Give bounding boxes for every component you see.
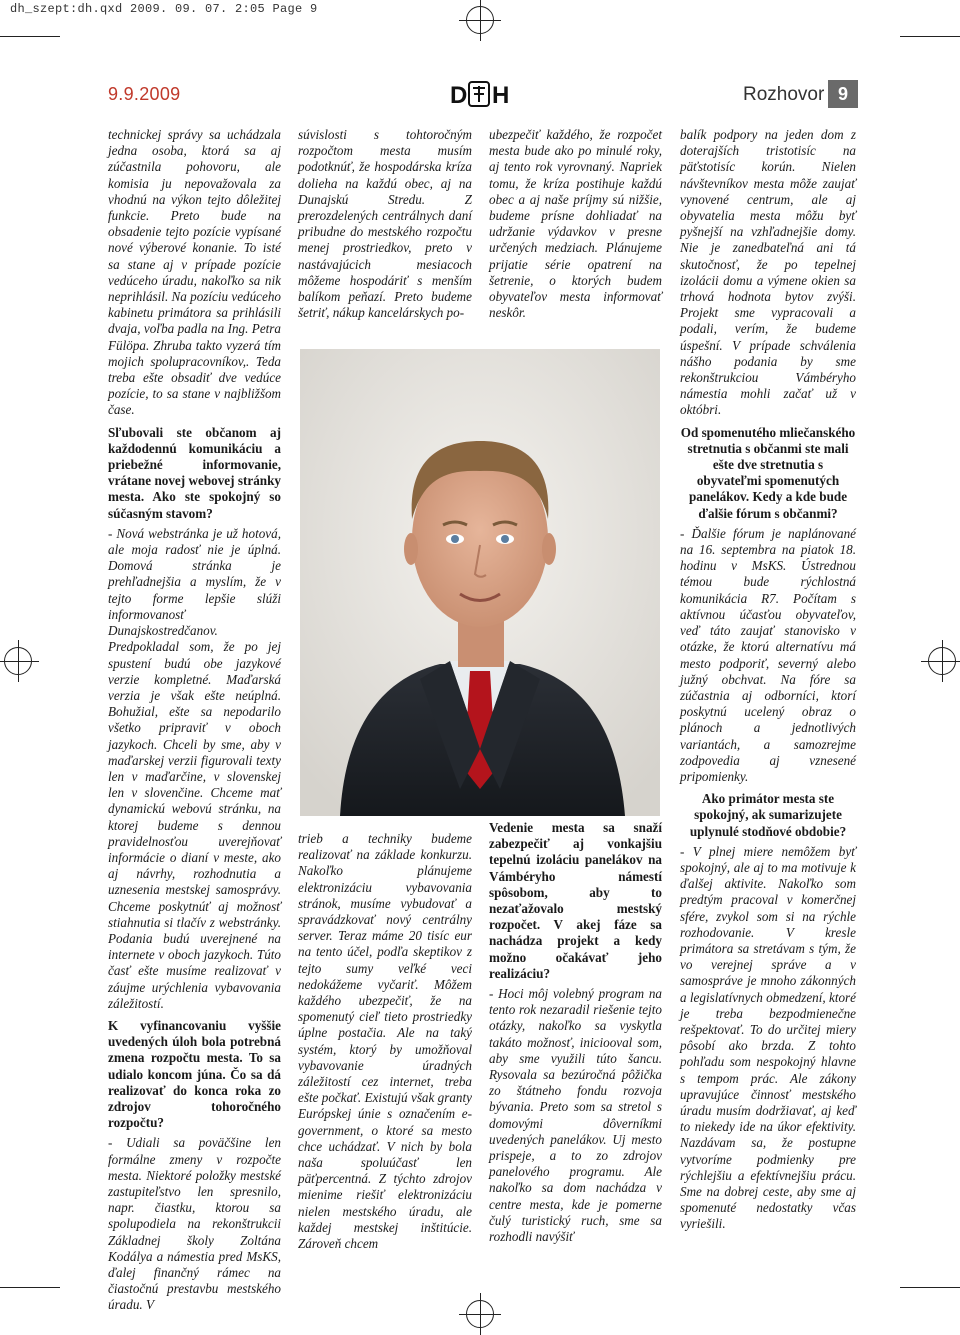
svg-text:D: D <box>450 82 468 108</box>
dh-logo <box>450 80 512 108</box>
registration-mark-icon <box>466 1300 494 1328</box>
registration-mark-icon <box>928 647 956 675</box>
interview-question: K vyfinancovaniu vyššie uvedených úloh bola potrebná zmena rozpočtu mesta. To sa udialo koncom júna. Čo sa dá realizovať do konca roka zo zdrojov tohoročného rozpočtu? <box>108 1017 281 1131</box>
answer-text: balík podpory na jeden dom z doterajších tristotisíc na päťstotisíc korún. Nielen návštevníkov mesta môže zaujať vynovené centrum, ale aj obyvatelia mesta môžu byť pyšnejší na vzhľadnejšie domy. Nie je zanedbateľná ani tá skutočnosť, že po tepelnej izolácii domu a výmene okien sa trhová hodnota bytov zvýši. Projekt sme vypracovali a podali, verím, že budeme úspešní. V prípade schválenia nášho podania by sme rekonštrukciou Vámbéryho námestia mohli začať už v októbri. <box>680 127 856 418</box>
svg-text:H: H <box>492 82 510 108</box>
article-column-3 <box>489 127 662 321</box>
answer-text: - Nová webstránka je už hotová, ale moja radosť nie je úplná. Domová stránka je prehľadnejšia a myslím, že v tejto forme lepšie slúži informovanosť Dunajskostredčanov. Predpokladal som, že po jej spustení budú obe jazykové verzie kompletné. Maďarská verzia je však ešte neúplná. Bohužial, ešte sa nepodarilo všetko pripraviť v oboch jazykoch. Chceli by sme, aby v maďarskej verzii figurovali texty len v maďarčine, v slovenskej len v slovenčine. Chceme mať dynamickú webovú stránku, na ktorej budeme s dennou pravidelnosťou uverejňovať informácie o dianí v meste, ako aj návrhy, rozhodnutia a uznesenia mestskej samosprávy. Chceme poskytnúť aj možnosť stiahnutia si tlačív z webstránky. Podania budú uverejnené na internete v oboch jazykoch. Túto časť ešte musíme realizovať v záujme urýchlenia vybavovania záležitostí. <box>108 525 281 1011</box>
section-title: Rozhovor <box>743 84 825 105</box>
article-column-2-continued <box>298 831 472 1252</box>
crop-mark <box>0 36 60 37</box>
print-slug: dh_szept:dh.qxd 2009. 09. 07. 2:05 Page 9 <box>10 2 318 16</box>
interview-question: Vedenie mesta sa snaží zabezpečiť aj vonkajšiu tepelnú izoláciu panelákov na Vámbéryho námestí spôsobom, aby to nezaťažovalo mestský rozpočet. V akej fáze sa nachádza projekt a kedy možno očakávať jeho realizáciu? <box>489 820 662 981</box>
registration-mark-icon <box>4 647 32 675</box>
answer-text: technickej správy sa uchádzala jedna osoba, ktorá sa aj zúčastnila pohovoru, ale komisia ju nepovažovala za vhodnú na výkon tejto dôležitej funkcie. Preto bude na obsadenie tejto pozície vypísané nové výberové konanie. To isté sa stane aj v prípade pozície vedúceho úradu, nakoľko sa nik neprihlásil. Na pozíciu vedúceho kabinetu primátora sa prihlásili dvaja, voľba padla na Ing. Petra Fülöpa. Zhruba takto vyzerá tím mojich spolupracovníkov,. Teda treba ešte obsadiť dve vedúce pozície, to sa stane v najbližšom čase. <box>108 127 281 418</box>
crop-mark <box>900 36 960 37</box>
interview-question: Od spomenutého mliečanského stretnutia s občanmi ste mali ešte dve stretnutia s obyvateľmi spomenutých panelákov. Kedy a kde bude ďalšie fórum s občanmi? <box>680 424 856 521</box>
article-column-3-continued <box>489 820 662 1245</box>
interview-question: Ako primátor mesta ste spokojný, ak sumarizujete uplynulé stodňové obdobie? <box>689 791 847 839</box>
article-column-4 <box>680 127 856 1233</box>
answer-text: - V plnej miere nemôžem byť spokojný, ale aj to ma motivuje k ďalšej aktivite. Nakoľko som predtým pracoval v komerčnej sfére, zvykol som si na rýchle rozhodovanie. V kresle primátora sa stretávam s tým, že vo verejnej správe a v samospráve je mnoho zákonných a legislatívnych obmedzení, ktoré je treba bezpodmienečne rešpektovať. To do určitej miery pôsobí ako brzda. Z tohto pohľadu som nespokojný hlavne s tempom prác. Ale zákony upravujúce činnosť mestského úradu musím dodržiavať, aj keď to niekedy ide na úkor efektivity. Nazdávam sa, že postupne vytvoríme podmienky pre rýchlejšiu a efektívnejšiu prácu. Sme na dobrej ceste, aby sme aj spomenuté nedostatky včas vyriešili. <box>680 843 856 1232</box>
crop-mark <box>900 1287 960 1288</box>
article-column-2 <box>298 127 472 321</box>
answer-text: ubezpečiť každého, že rozpočet mesta bude ako po minulé roky, aj tento rok vyrovnaný. Napriek tomu, že kríza postihuje každú obec a aj naše príjmy sú nižšie, budeme prísne dohliadať na udržanie výdavkov v presne určených medziach. Plánujeme prijatie série opatrení na šetrenie, o ktorých budem obyvateľov mesta informovať neskôr. <box>489 127 662 321</box>
portrait-photo <box>300 349 660 816</box>
interview-question: Sľubovali ste občanom aj každodennú komunikáciu a priebežné informovanie, vrátane novej webovej stránky mesta. Ako ste spokojný so súčasným stavom? <box>108 424 281 521</box>
page-number: 9 <box>828 80 858 108</box>
answer-text: - Udiali sa poväčšine len formálne zmeny v rozpočte mesta. Niektoré položky mestské zastupiteľstvo len spresnilo, napr. čiastku, ktorou sa spolupodiela na rekonštrukcii Základnej školy Zoltána Kodálya a námestia pred MsKS, ďalej finančný rámec na čiastočnú prestavbu mestského úradu. V <box>108 1135 281 1313</box>
answer-text: súvislosti s tohtoročným rozpočtom mesta musím podotknúť, že hospodárska kríza dolieha na každú obec, aj na Dunajskú Stredu. Z prerozdelených centrálnych daní pribudne do mestského rozpočtu menej prostriedkov, preto v nastávajúcich mesiacoch môžeme hospodáriť s menším balíkom peňazí. Preto budeme šetriť, nákup kancelárskych po- <box>298 127 472 321</box>
answer-text: - Hoci môj volebný program na tento rok nezaradil riešenie tejto otázky, nakoľko sa vyskytla takáto možnosť, iniciooval som, aby sme využili túto šancu. Rysovala sa bezúročná pôžička zo štátneho fondu rozvoja bývania. Preto som sa stretol s domovými dôverníkmi uvedených panelákov. Uj mesto prispeje, a to zo zdrojov panelového programu. Ale nakoľko sa dom nachádza v centre mesta, kde je pomerne čulý turistický ruch, sme sa rozhodli navýšiť <box>489 986 662 1245</box>
issue-date: 9.9.2009 <box>108 84 181 104</box>
answer-text: - Ďalšie fórum je naplánované na 16. septembra na piatok 18. hodinu v MsKS. Ústrednou témou bude rýchlostná komunikácia R7. Počítam s aktívnou účasťou obyvateľov, veď táto zaujať stanovisko v otázke, že ktorú alternatívu má mesto podporiť, severný alebo južný obchvat. Na fóre sa zúčastnia aj odborníci, ktorí poskytnú ucelený obraz o plánoch a jednotlivých variantách, a samozrejme zodpovedia aj vznesené pripomienky. <box>680 525 856 784</box>
crop-mark <box>0 1287 60 1288</box>
article-column-1 <box>108 127 281 1314</box>
registration-mark-icon <box>466 6 494 34</box>
answer-text: trieb a techniky budeme realizovať na základe konkurzu. Nakoľko plánujeme elektronizáciu vybavovania stránok, musíme vybudovať a spravádzkovať nový centrálny server. Teraz máme 20 tisíc eur na tento účel, podľa skeptikov z tejto sumy veľké veci nedokážeme vyčariť. Môžem každého ubezpečiť, že na spomenutý cieľ tieto prostriedky úplne postačia. Ale na taký systém, ktorý by umožňoval vybavovanie úradných záležitostí cez internet, treba ešte počkať. Existujú však granty Európskej únie s označením e-government, o ktoré sa mesto chce uchádzať. V nich by bola naša spoluúčasť len päťpercentná. Z týchto zdrojov mienime riešiť elektronizáciu nielen mestského úradu, ale každej mestskej inštitúcie. Zároveň chcem <box>298 831 472 1252</box>
